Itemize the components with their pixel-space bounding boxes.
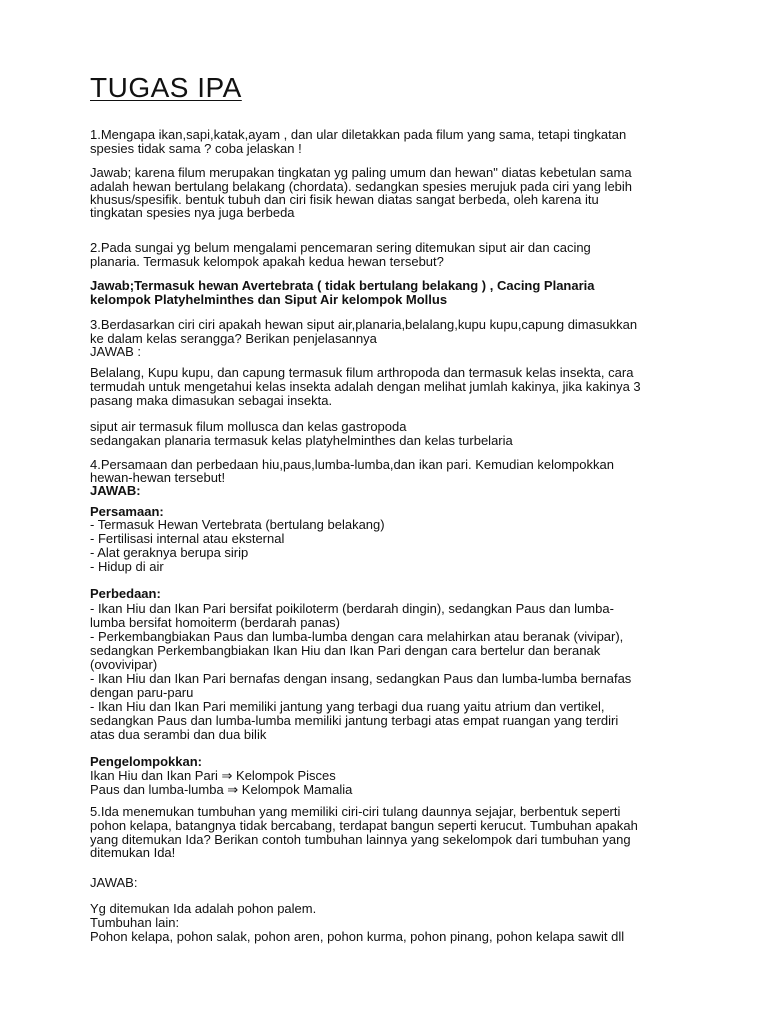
section-heading: Pengelompokkan: [90,754,202,769]
text-line: adalah hewan bertulang belakang (chordata). sedangkan spesies merujuk pada ciri yang lebih [90,179,633,194]
text-line: Jawab; karena filum merupakan tingkatan yg paling umum dan hewan" diatas kebetulan sama [90,165,632,180]
text-line: - Ikan Hiu dan Ikan Pari bersifat poikiloterm (berdarah dingin), sedangkan Paus dan lumba- [90,601,614,616]
text-line: sedangkan Perkembangbiakan Ikan Hiu dan Ikan Pari dengan cara bertelur dan beranak [90,643,601,658]
text-line: - Ikan Hiu dan Ikan Pari memiliki jantung yang terbagi dua ruang yaitu atrium dan vertikel, [90,699,605,714]
text-line: JAWAB : [90,344,142,359]
text-line: pohon kelapa, batangnya tidak bercabang, terdapat bangun seperti kerucut. Tumbuhan apakah [90,818,638,833]
text-line: Belalang, Kupu kupu, dan capung termasuk filum arthropoda dan termasuk kelas insekta, cara [90,365,634,380]
text-line: Ikan Hiu dan Ikan Pari ⇒ Kelompok Pisces [90,768,336,783]
text-line: 1.Mengapa ikan,sapi,katak,ayam , dan ular diletakkan pada filum yang sama, tetapi tingkatan [90,127,627,142]
text-line: JAWAB: [90,875,138,890]
list-item: - Alat geraknya berupa sirip [90,545,249,560]
text-line: Yg ditemukan Ida adalah pohon palem. [90,901,317,916]
text-line: Pohon kelapa, pohon salak, pohon aren, pohon kurma, pohon pinang, pohon kelapa sawit dll [90,929,625,944]
text-line: - Ikan Hiu dan Ikan Pari bernafas dengan insang, sedangkan Paus dan lumba-lumba bernafas [90,671,632,686]
section-heading: Perbedaan: [90,586,161,601]
section-heading: Persamaan: [90,504,164,519]
text-line: dengan paru-paru [90,685,194,700]
text-line: termudah untuk mengetahui kelas insekta adalah dengan melihat jumlah kakinya, jika kakinya 3 [90,379,641,394]
text-line: - Perkembangbiakan Paus dan lumba-lumba dengan cara melahirkan atau beranak (vivipar), [90,629,624,644]
text-line: Tumbuhan lain: [90,915,180,930]
text-line: sedangkan Paus dan lumba-lumba memiliki jantung terbagi atas empat ruangan yang terdiri [90,713,619,728]
text-line: ditemukan Ida! [90,845,176,860]
text-line: JAWAB: [90,483,141,498]
text-line: atas dua serambi dan dua bilik [90,727,267,742]
text-line: Paus dan lumba-lumba ⇒ Kelompok Mamalia [90,782,353,797]
text-line: khusus/spesifik. bentuk tubuh dan ciri fisik hewan diatas sangat berbeda, oleh karena itu [90,192,599,207]
text-line: tingkatan spesies nya juga berbeda [90,205,295,220]
text-line: spesies tidak sama ? coba jelaskan ! [90,141,302,156]
text-line: ke dalam kelas serangga? Berikan penjelasannya [90,331,377,346]
text-line: siput air termasuk filum mollusca dan kelas gastropoda [90,419,407,434]
document-title: TUGAS IPA [90,72,242,103]
list-item: - Termasuk Hewan Vertebrata (bertulang belakang) [90,517,385,532]
list-item: - Fertilisasi internal atau eksternal [90,531,285,546]
text-line: 3.Berdasarkan ciri ciri apakah hewan siput air,planaria,belalang,kupu kupu,capung dimasukkan [90,317,638,332]
text-line: kelompok Platyhelminthes dan Siput Air kelompok Mollus [90,292,448,307]
text-line: 2.Pada sungai yg belum mengalami pencemaran sering ditemukan siput air dan cacing [90,240,591,255]
text-line: sedangakan planaria termasuk kelas platyhelminthes dan kelas turbelaria [90,433,513,448]
list-item: - Hidup di air [90,559,164,574]
text-line: Jawab;Termasuk hewan Avertebrata ( tidak bertulang belakang ) , Cacing Planaria [90,278,595,293]
text-line: pasang maka dimasukan sebagai insekta. [90,393,333,408]
text-line: 5.Ida menemukan tumbuhan yang memiliki ciri-ciri tulang daunnya sejajar, berbentuk seperti [90,804,621,819]
text-line: 4.Persamaan dan perbedaan hiu,paus,lumba-lumba,dan ikan pari. Kemudian kelompokkan [90,457,614,472]
text-line: yang ditemukan Ida? Berikan contoh tumbuhan lainnya yang sekelompok dari tumbuhan yang [90,832,631,847]
text-line: hewan-hewan tersebut! [90,470,226,485]
text-line: planaria. Termasuk kelompok apakah kedua hewan tersebut? [90,254,444,269]
text-line: (ovovivipar) [90,657,158,672]
text-line: lumba bersifat homoiterm (berdarah panas) [90,615,341,630]
